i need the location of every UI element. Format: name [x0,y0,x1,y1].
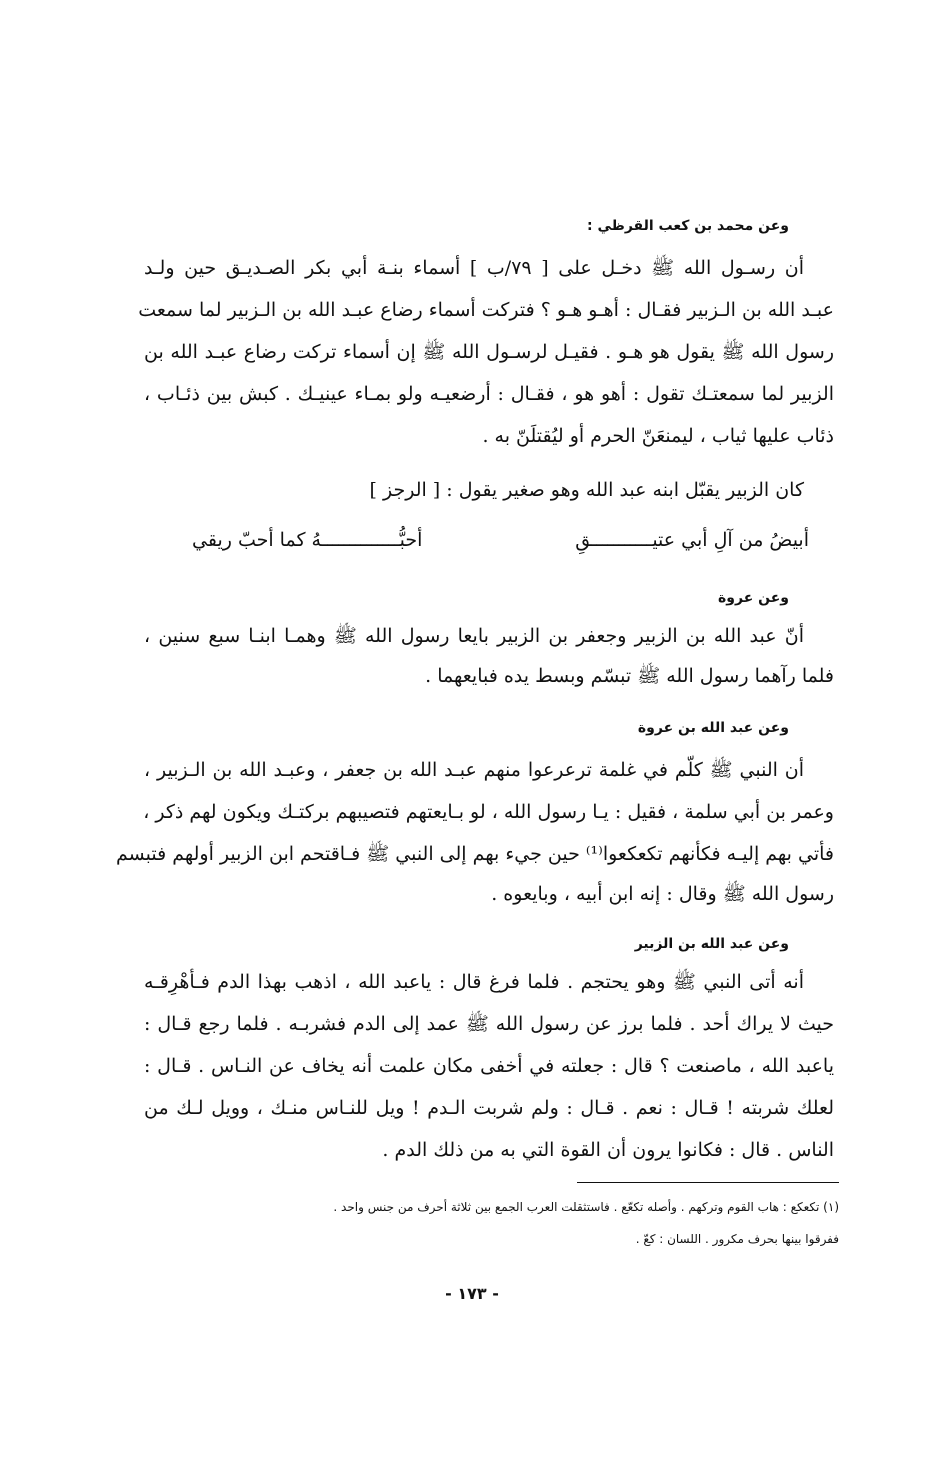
section-heading: وعن محمد بن كعب القرظي : [587,218,789,234]
text-line: ذئاب عليها ثياب ، ليمنعَنّ الحرم أو ليُقتلَنّ به . [482,425,834,447]
text-line: أن النبي ﷺ كلّم في غلمة ترعرعوا منهم عبـد الله بن جعفر ، وعبـد الله بن الـزبير ، [144,759,804,781]
text-line: أنّ عبد الله بن الزبير وجعفر بن الزبير بايعا رسول الله ﷺ وهمـا ابنـا سبع سنين ، [144,625,804,647]
text-line: فأتي بهم إليـه فكأنهم تكعكعوا⁽¹⁾ حين جيء بهم إلى النبي ﷺ فـاقتحم ابن الزبير أولهم فتبسم [116,843,834,865]
section-heading: وعن عبد الله بن الزبير [634,936,789,952]
footnote-line: (١) تكعكع : هاب القوم وتركهم . وأصله تكعّع . فاستثقلت العرب الجمع بين ثلاثة أحرف من جنس واحد . [333,1200,839,1214]
text-line: الزبير لما سمعتـك تقول : أهو هو ، فقـال : أرضعيـه ولو بمـاء عينيـك . كبش بين ذئـاب ، [144,383,834,405]
text-line: الناس . قال : فكانوا يرون أن القوة التي به من ذلك الدم . [382,1139,834,1161]
text-line: رسول الله ﷺ وقال : إنه ابن أبيه ، وبايعوه . [491,883,834,905]
verse-intro: كان الزبير يقبّل ابنه عبد الله وهو صغير يقول : [ الرجز ] [369,479,804,501]
section-heading: وعن عبد الله بن عروة [637,720,789,736]
text-line: لعلك شربته ! قـال : نعم . قـال : ولم شربت الـدم ! ويل للنـاس منـك ، وويل لـك من [144,1097,834,1119]
text-line: فلما رآهما رسول الله ﷺ تبسّم وبسط يده فبايعهما . [425,665,834,687]
text-line: ياعبد الله ، ماصنعت ؟ قال : جعلته في أخفى مكان علمت أنه يخاف عن النـاس . قـال : [144,1055,834,1077]
verse-first-hemistich: أبيضُ من آلِ أبي عتيـــــــــــقِ [575,529,809,551]
verse-second-hemistich: أحبُّــــــــــــــهُ كما أحبّ ريقي [192,529,423,551]
footnote-line: ففرقوا بينها بحرف مكرور . اللسان : كعّ . [635,1232,839,1246]
page-number: - ١٧٣ - [445,1284,499,1303]
text-line: عبـد الله بن الـزبير فقـال : أهـو هـو ؟ فتركت أسماء رضاع عبـد الله بن الـزبير لما سمعت [138,299,834,321]
text-line: وعمر بن أبي سلمة ، فقيل : يـا رسول الله ، لو بـايعتهم فتصيبهم بركتـك ويكون لهم ذكر ، [143,801,834,823]
text-line: رسول الله ﷺ يقول هو هـو . فقيـل لرسـول الله ﷺ إن أسماء تركت رضاع عبـد الله بن [144,341,834,363]
section-heading: وعن عروة [718,590,789,606]
text-line: أن رسـول الله ﷺ دخـل على [ ٧٩/ب ] أسماء بنـة أبي بكر الصـديـق حين ولـد [144,257,804,279]
text-line: أنه أتى النبي ﷺ وهو يحتجم . فلما فرغ قال : ياعبد الله ، اذهب بهذا الدم فـأهْرِقـه [144,971,804,993]
text-line: حيث لا يراك أحد . فلما برز عن رسول الله ﷺ عمد إلى الدم فشربـه . فلما رجع قـال : [144,1013,834,1035]
footnote-separator [577,1182,839,1183]
